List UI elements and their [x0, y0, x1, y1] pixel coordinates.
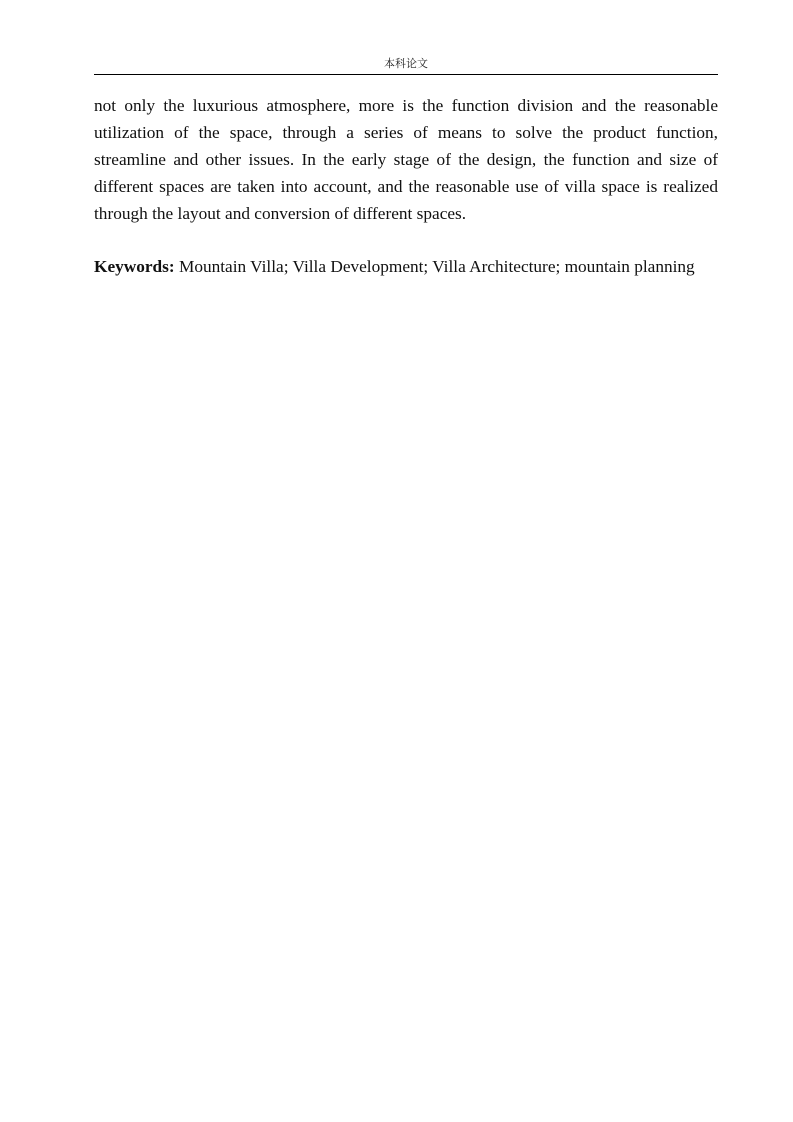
keywords-label: Keywords: [94, 257, 175, 276]
keywords-paragraph [94, 253, 718, 280]
abstract-paragraph: not only the luxurious atmosphere, more is the function division and the reasonable utilization of the space, through a series of means to solve the product function, streamline and other issues. In the early stage of the design, the function and size of different spaces are taken into account, and the reasonable use of villa space is realized through the layout and conversion of different spaces. [94, 96, 718, 223]
keywords-text: Mountain Villa; Villa Development; Villa Architecture; mountain planning [178, 257, 695, 276]
page-header [94, 54, 718, 75]
page-header-title: 本科论文 [384, 57, 428, 70]
page-body [94, 92, 718, 280]
